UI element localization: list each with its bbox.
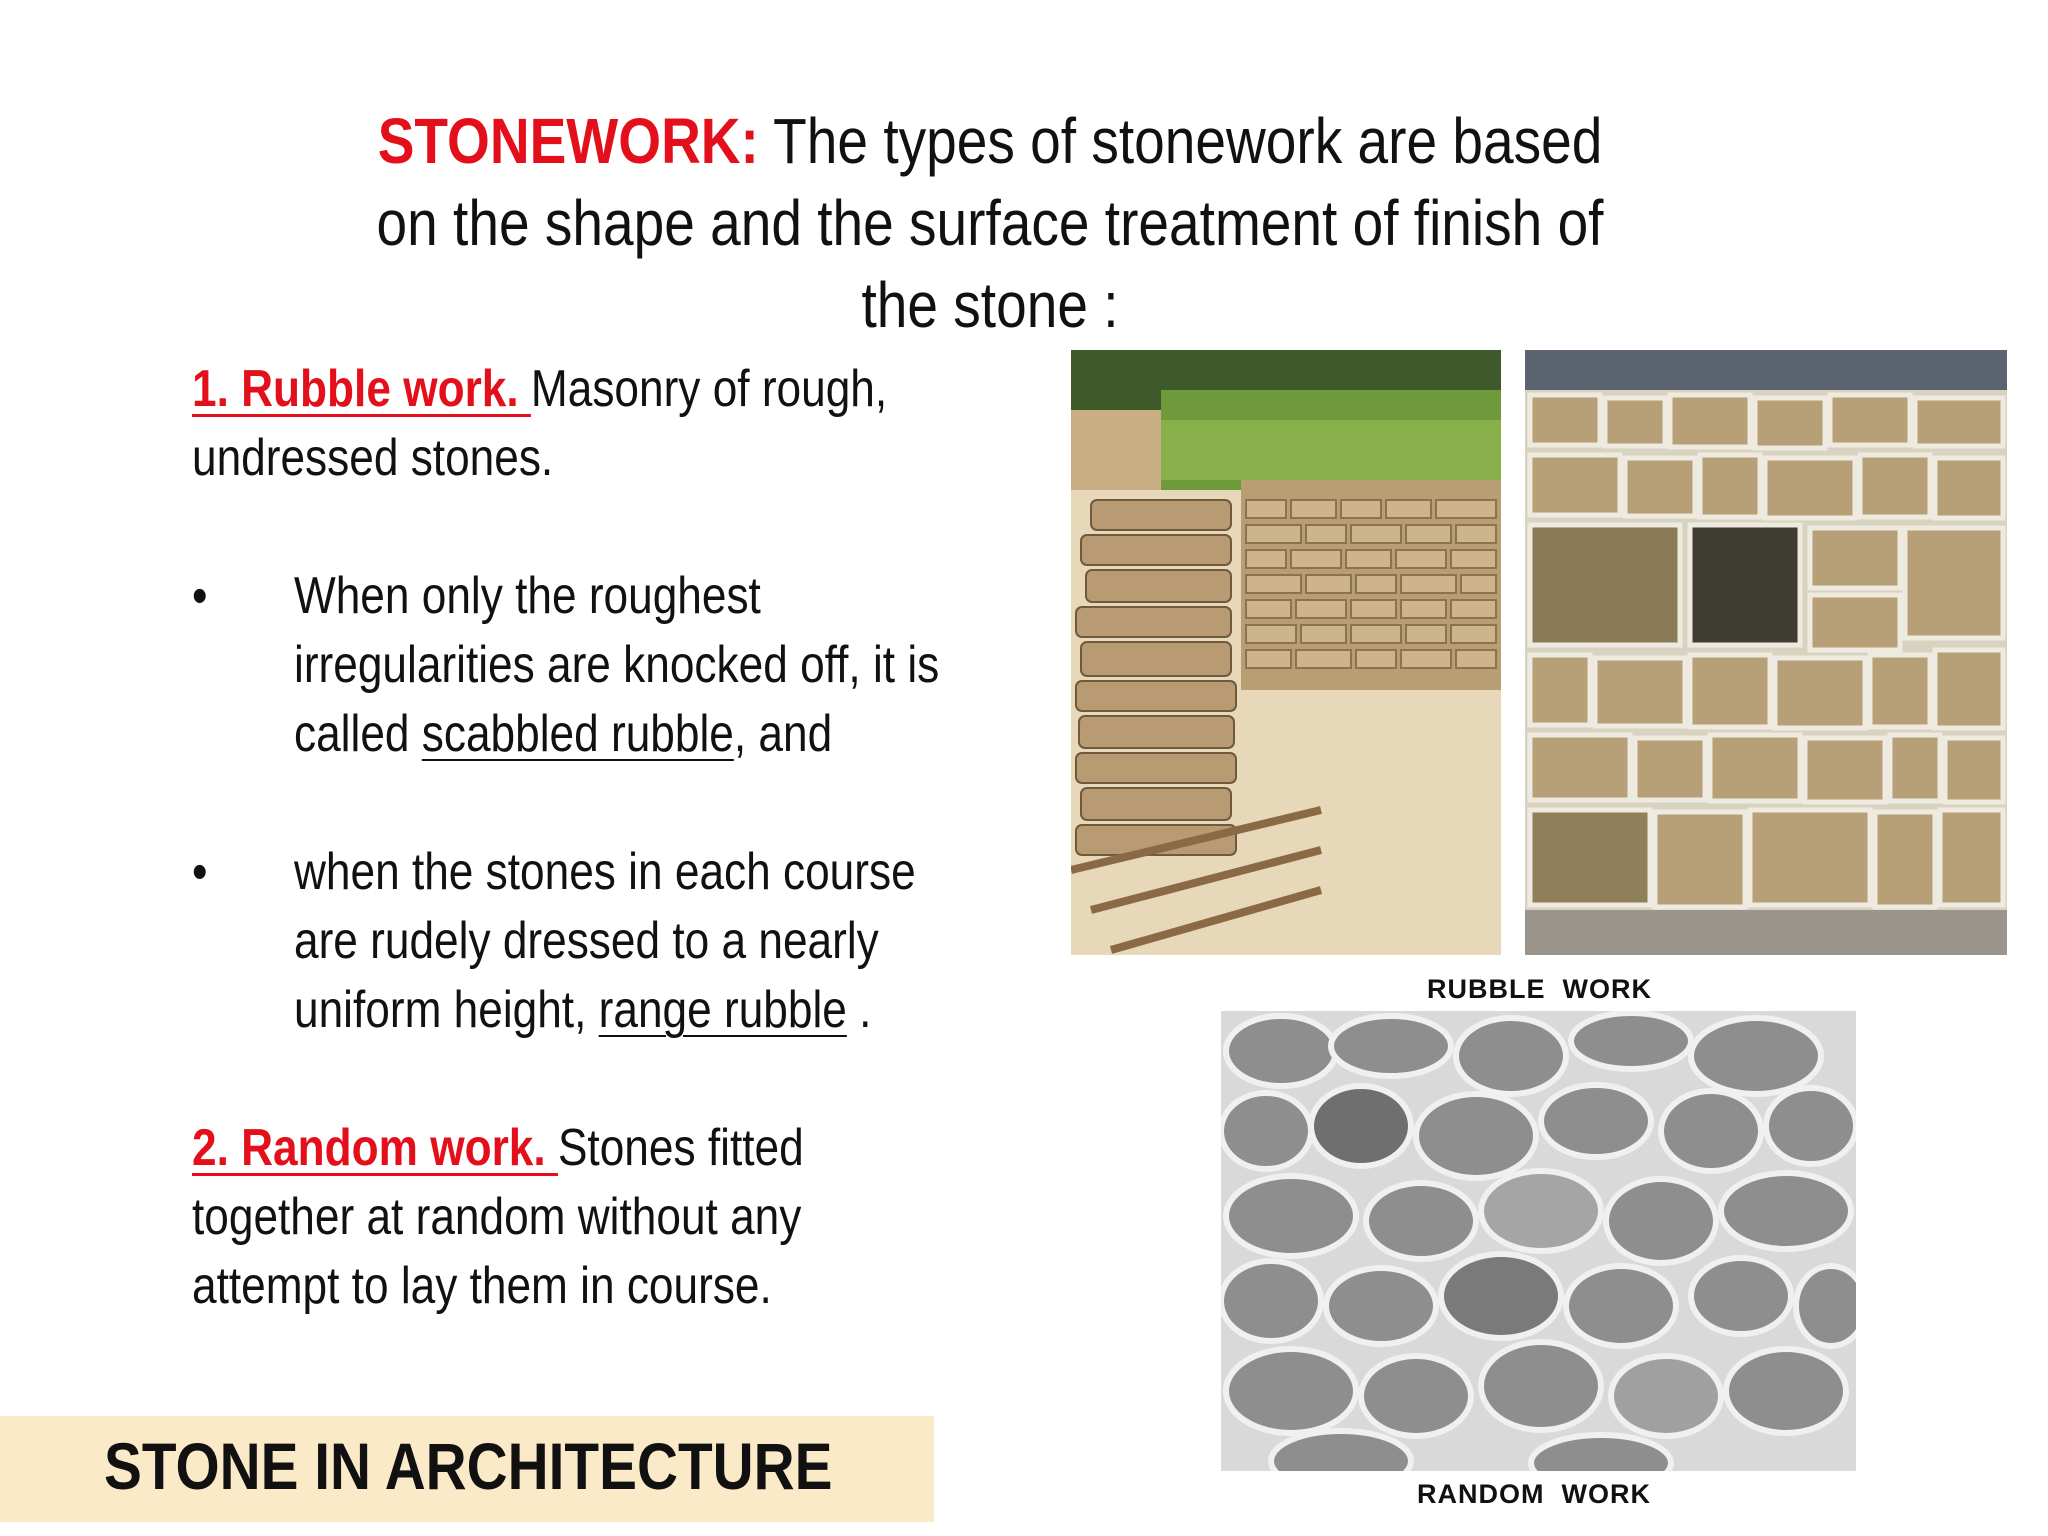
- rubble-heading: 1. Rubble work.: [192, 360, 531, 418]
- rubble-paragraph: [192, 355, 940, 493]
- title-text: The types of stonework are based on the shape and the surface treatment of finish of the stone :: [376, 105, 1604, 341]
- bullet-dot: •: [192, 843, 208, 901]
- slide-title: [345, 100, 1635, 346]
- bullet-range: [192, 838, 940, 1045]
- rubble-desc: Masonry of rough, undressed stones.: [192, 360, 888, 487]
- rubble-photo-wall: [1525, 350, 2007, 955]
- random-photo-wall: [1221, 1011, 1856, 1471]
- random-paragraph: [192, 1114, 940, 1321]
- random-heading: 2. Random work.: [192, 1119, 558, 1177]
- bullet-scabbled: [192, 562, 940, 769]
- footer-title: STONE IN ARCHITECTURE: [104, 1429, 833, 1503]
- bullet1-pre: When only the roughest irregularities are knocked off, it is called: [294, 567, 940, 763]
- bullet2-pre: when the stones in each course are rudely dressed to a nearly uniform height,: [294, 843, 916, 1039]
- random-caption: RANDOM WORK: [1417, 1479, 1651, 1509]
- bullet2-post: .: [846, 981, 872, 1039]
- rubble-caption: RUBBLE WORK: [1427, 974, 1652, 1004]
- term-range-rubble: range rubble: [598, 981, 847, 1039]
- term-scabbled-rubble: scabbled rubble: [421, 705, 734, 763]
- bullet1-post: , and: [733, 705, 833, 763]
- title-label: STONEWORK:: [377, 105, 759, 177]
- rubble-photo-pallet: [1071, 350, 1501, 955]
- body-text: [192, 355, 940, 1321]
- bullet-dot: •: [192, 567, 208, 625]
- random-desc: Stones fitted together at random without any attempt to lay them in course.: [192, 1119, 804, 1315]
